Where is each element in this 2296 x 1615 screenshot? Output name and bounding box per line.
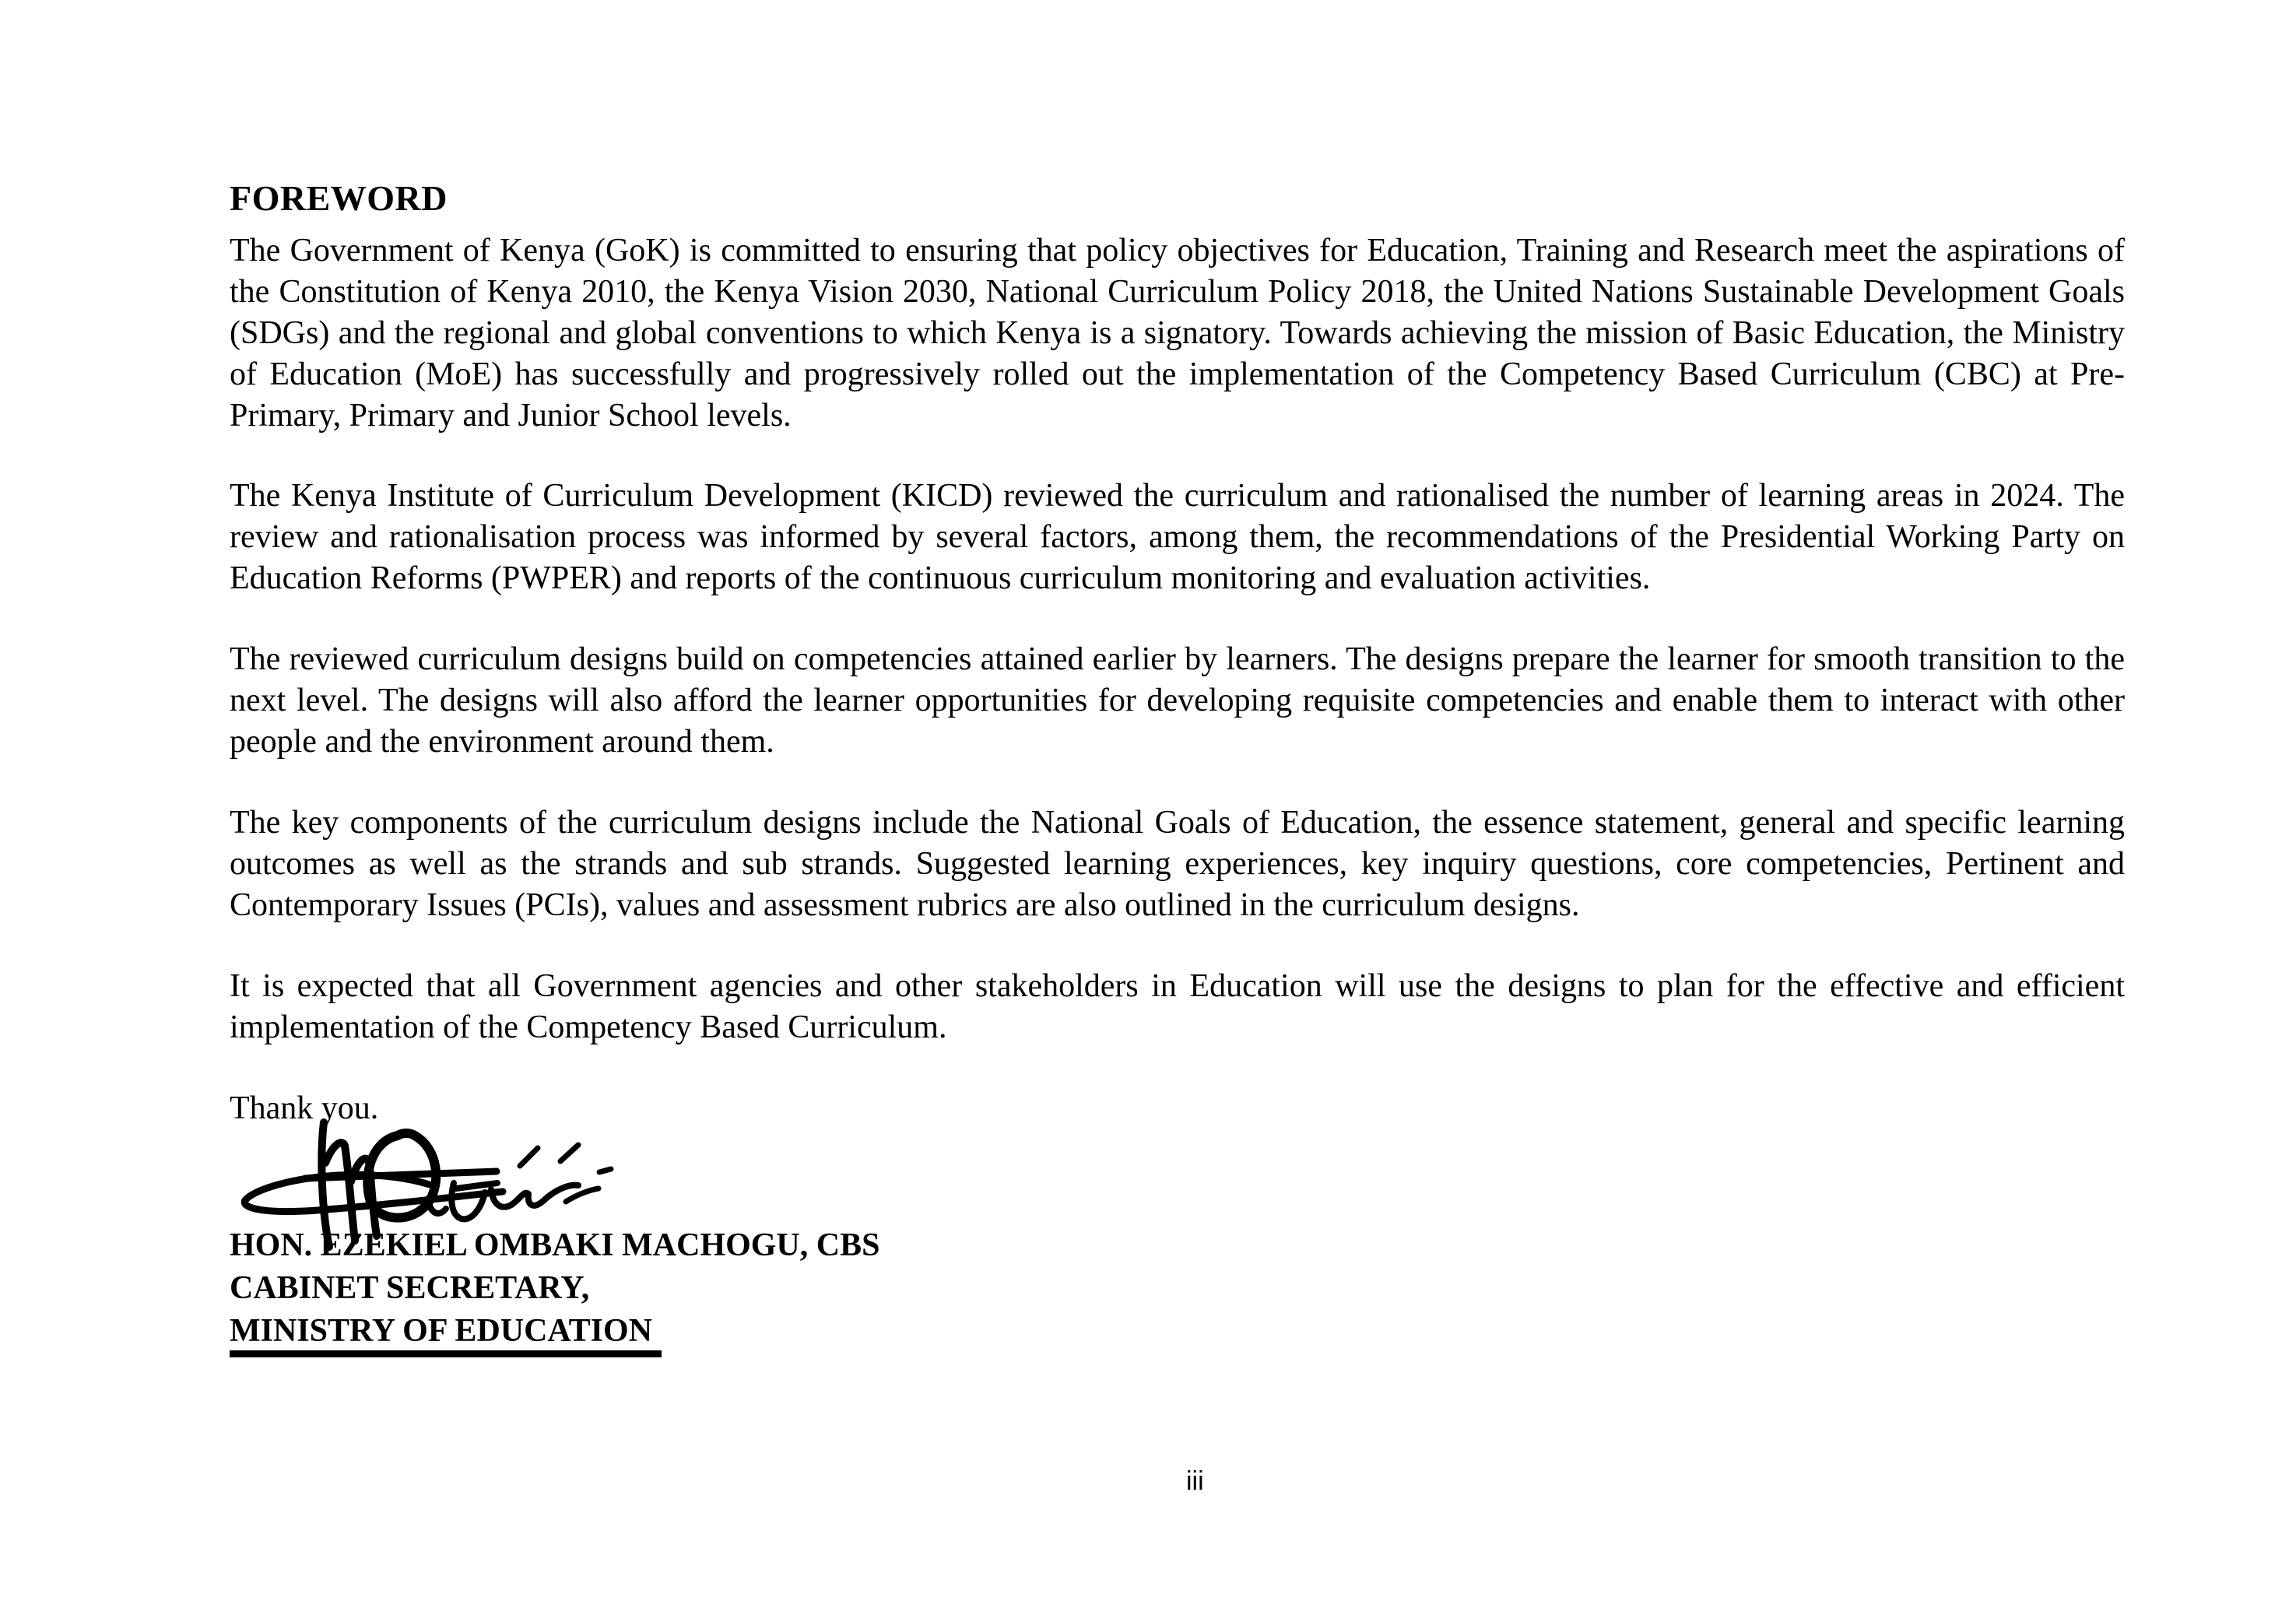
signatory-name: HON. EZEKIEL OMBAKI MACHOGU, CBS [230, 1227, 880, 1263]
closing-text: Thank you. [230, 1090, 379, 1126]
signatory-role: CABINET SECRETARY, [230, 1270, 590, 1306]
page-number: iii [1186, 1466, 1204, 1496]
paragraph-5: It is expected that all Government agencies and other stakeholders in Education will use the designs to plan for the effective and efficient implementation of the Competency Based Curriculum. [230, 968, 2125, 1045]
signatory-organization-text: MINISTRY OF EDUCATION [230, 1312, 662, 1357]
foreword-content [230, 0, 2125, 1615]
paragraph-4: The key components of the curriculum designs include the National Goals of Education, the essence statement, general and specific learning outcomes as well as the strands and sub strands. Suggested learning experiences, key inquiry questions, core competencies, Pertinent and Contemporary Issues (PCIs), values and assessment rubrics are also outlined in the curriculum designs. [230, 805, 2125, 923]
paragraph-2: The Kenya Institute of Curriculum Development (KICD) reviewed the curriculum and rationalised the number of learning areas in 2024. The review and rationalisation process was informed by several factors, among them, the recommendations of the Presidential Working Party on Education Reforms (PWPER) and reports of the continuous curriculum monitoring and evaluation activities. [230, 478, 2125, 596]
signature-block [230, 1224, 879, 1357]
paragraph-1: The Government of Kenya (GoK) is committed to ensuring that policy objectives for Education, Training and Research meet the aspirations of the Constitution of Kenya 2010, the Kenya Vision 2030, National Curriculum Policy 2018, the United Nations Sustainable Development Goals (SDGs) and the regional and global conventions to which Kenya is a signatory. Towards achieving the mission of Basic Education, the Ministry of Education (MoE) has successfully and progressively rolled out the implementation of the Competency Based Curriculum (CBC) at Pre-Primary, Primary and Junior School levels. [230, 233, 2125, 434]
signatory-organization [230, 1310, 879, 1357]
paragraph-3: The reviewed curriculum designs build on competencies attained earlier by learners. The designs prepare the learner for smooth transition to the next level. The designs will also afford the learner opportunities for developing requisite competencies and enable them to interact with other people and the environment around them. [230, 641, 2125, 760]
page-title: FOREWORD [230, 178, 448, 218]
